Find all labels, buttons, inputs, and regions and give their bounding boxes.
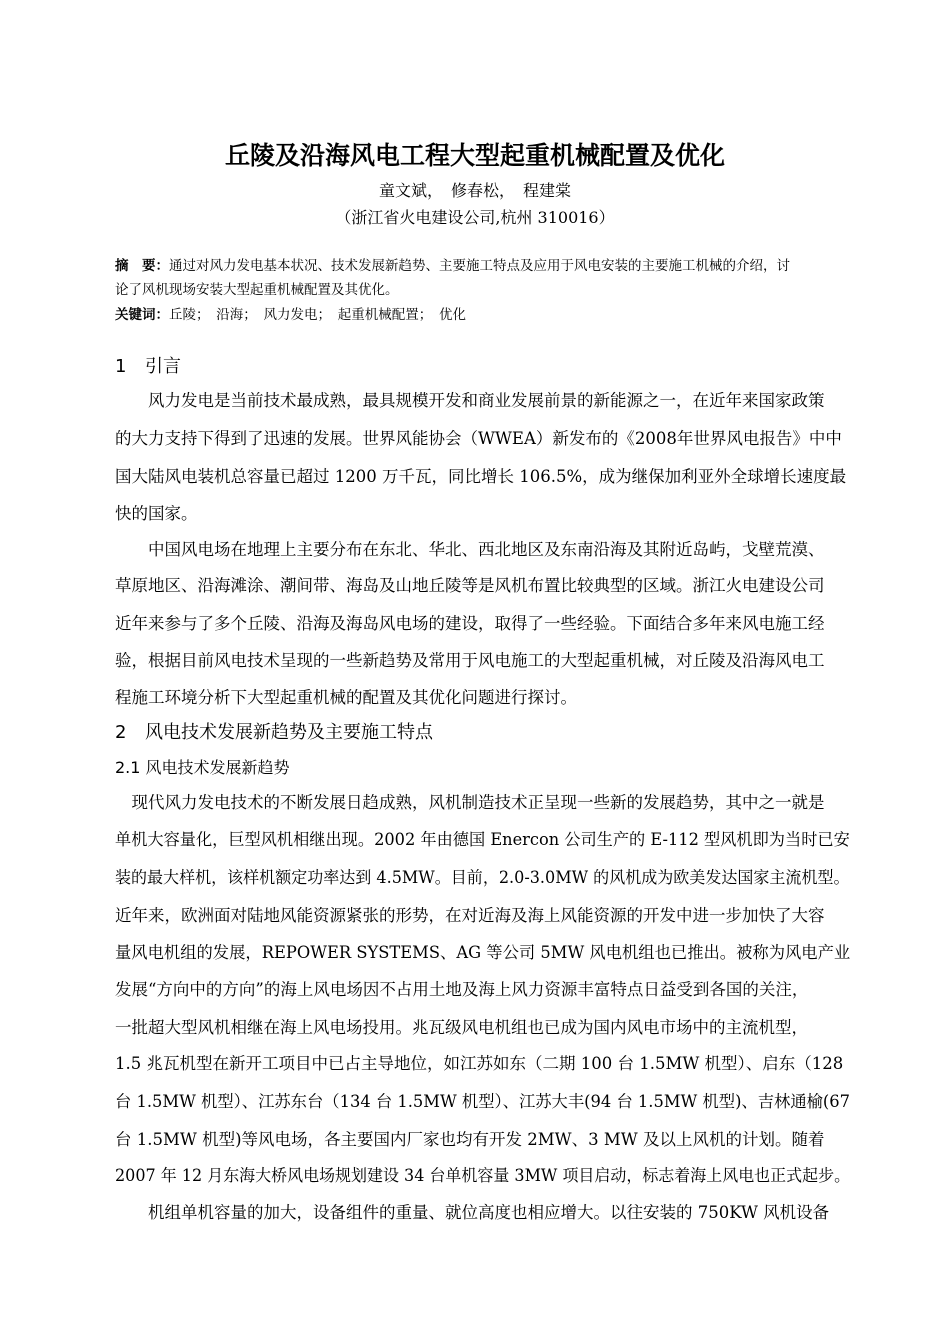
subsection-2-1-heading xyxy=(115,755,290,778)
subsection-2-1-title: 风电技术发展新趋势 xyxy=(145,758,290,777)
paragraph-line: 现代风力发电技术的不断发展日趋成熟，风机制造技术正呈现一些新的发展趋势，其中之一就是 xyxy=(115,793,825,812)
paragraph-line: 机组单机容量的加大，设备组件的重量、就位高度也相应增大。以往安装的 750KW 风机设备 xyxy=(115,1203,830,1222)
abstract-text-1: 通过对风力发电基本状况、技术发展新趋势、主要施工特点及应用于风电安装的主要施工机械的介绍，讨 xyxy=(169,258,790,274)
paragraph-line: 的大力支持下得到了迅速的发展。世界风能协会（WWEA）新发布的《2008年世界风电报告》中中 xyxy=(115,429,842,448)
paragraph-line: 台 1.5MW 机型）、江苏东台（134 台 1.5MW 机型）、江苏大丰(94 台 1.5MW 机型)、吉林通榆(67 xyxy=(115,1092,851,1111)
paragraph-line: 国大陆风电装机总容量已超过 1200 万千瓦，同比增长 106.5%，成为继保加利亚外全球增长速度最 xyxy=(115,467,847,486)
paragraph-line: 快的国家。 xyxy=(115,504,198,523)
paragraph-line: 程施工环境分析下大型起重机械的配置及其优化问题进行探讨。 xyxy=(115,688,577,707)
paragraph-line: 发展“方向中的方向”的海上风电场因不占用土地及海上风力资源丰富特点日益受到各国的关注， xyxy=(115,980,809,999)
paragraph-line: 1.5 兆瓦机型在新开工项目中已占主导地位，如江苏如东（二期 100 台 1.5MW 机型）、启东（128 xyxy=(115,1054,844,1073)
abstract-label: 摘 要： xyxy=(115,258,169,274)
section-2-heading xyxy=(115,718,433,744)
paragraph-line: 装的最大样机，该样机额定功率达到 4.5MW。目前，2.0-3.0MW 的风机成为欧美发达国家主流机型。 xyxy=(115,868,850,887)
abstract-line-2: 论了风机现场安装大型起重机械配置及其优化。 xyxy=(115,282,399,298)
keywords-label: 关键词： xyxy=(115,307,169,323)
paragraph-line: 近年来，欧洲面对陆地风能资源紧张的形势，在对近海及海上风能资源的开发中进一步加快了大容 xyxy=(115,906,825,925)
section-2-number: 2 xyxy=(115,722,127,743)
paragraph-line: 2007 年 12 月东海大桥风电场规划建设 34 台单机容量 3MW 项目启动，标志着海上风电也正式起步。 xyxy=(115,1166,851,1185)
paragraph-line: 一批超大型风机相继在海上风电场投用。兆瓦级风电机组也已成为国内风电市场中的主流机型， xyxy=(115,1018,808,1037)
paper-authors: 童文斌， 修春松， 程建棠 xyxy=(378,181,571,200)
section-1-heading xyxy=(115,352,181,378)
paragraph-line: 单机大容量化，巨型风机相继出现。2002 年由德国 Enercon 公司生产的 E-112 型风机即为当时已安 xyxy=(115,830,850,849)
paper-affiliation: （浙江省火电建设公司,杭州 310016） xyxy=(335,208,615,227)
paragraph-line: 中国风电场在地理上主要分布在东北、华北、西北地区及东南沿海及其附近岛屿，戈壁荒漠、 xyxy=(115,540,825,559)
keywords-text: 丘陵； 沿海； 风力发电； 起重机械配置； 优化 xyxy=(169,307,466,323)
paragraph-line: 近年来参与了多个丘陵、沿海及海岛风电场的建设，取得了一些经验。下面结合多年来风电施工经 xyxy=(115,614,825,633)
paragraph-line: 量风电机组的发展，REPOWER SYSTEMS、AG 等公司 5MW 风电机组也已推出。被称为风电产业 xyxy=(115,943,851,962)
subsection-2-1-number: 2.1 xyxy=(115,758,141,777)
abstract-line-1 xyxy=(115,254,790,274)
paragraph-line: 验，根据目前风电技术呈现的一些新趋势及常用于风电施工的大型起重机械，对丘陵及沿海风电工 xyxy=(115,651,825,670)
section-2-title: 风电技术发展新趋势及主要施工特点 xyxy=(145,722,433,743)
keywords-line xyxy=(115,303,466,323)
paper-title: 丘陵及沿海风电工程大型起重机械配置及优化 xyxy=(224,141,725,170)
paragraph-line: 台 1.5MW 机型)等风电场，各主要国内厂家也均有开发 2MW、3 MW 及以上风机的计划。随着 xyxy=(115,1130,825,1149)
section-1-title: 引言 xyxy=(145,356,181,377)
section-1-number: 1 xyxy=(115,356,127,377)
paragraph-line: 草原地区、沿海滩涂、潮间带、海岛及山地丘陵等是风机布置比较典型的区域。浙江火电建设公司 xyxy=(115,576,825,595)
paragraph-line: 风力发电是当前技术最成熟，最具规模开发和商业发展前景的新能源之一，在近年来国家政策 xyxy=(115,391,825,410)
